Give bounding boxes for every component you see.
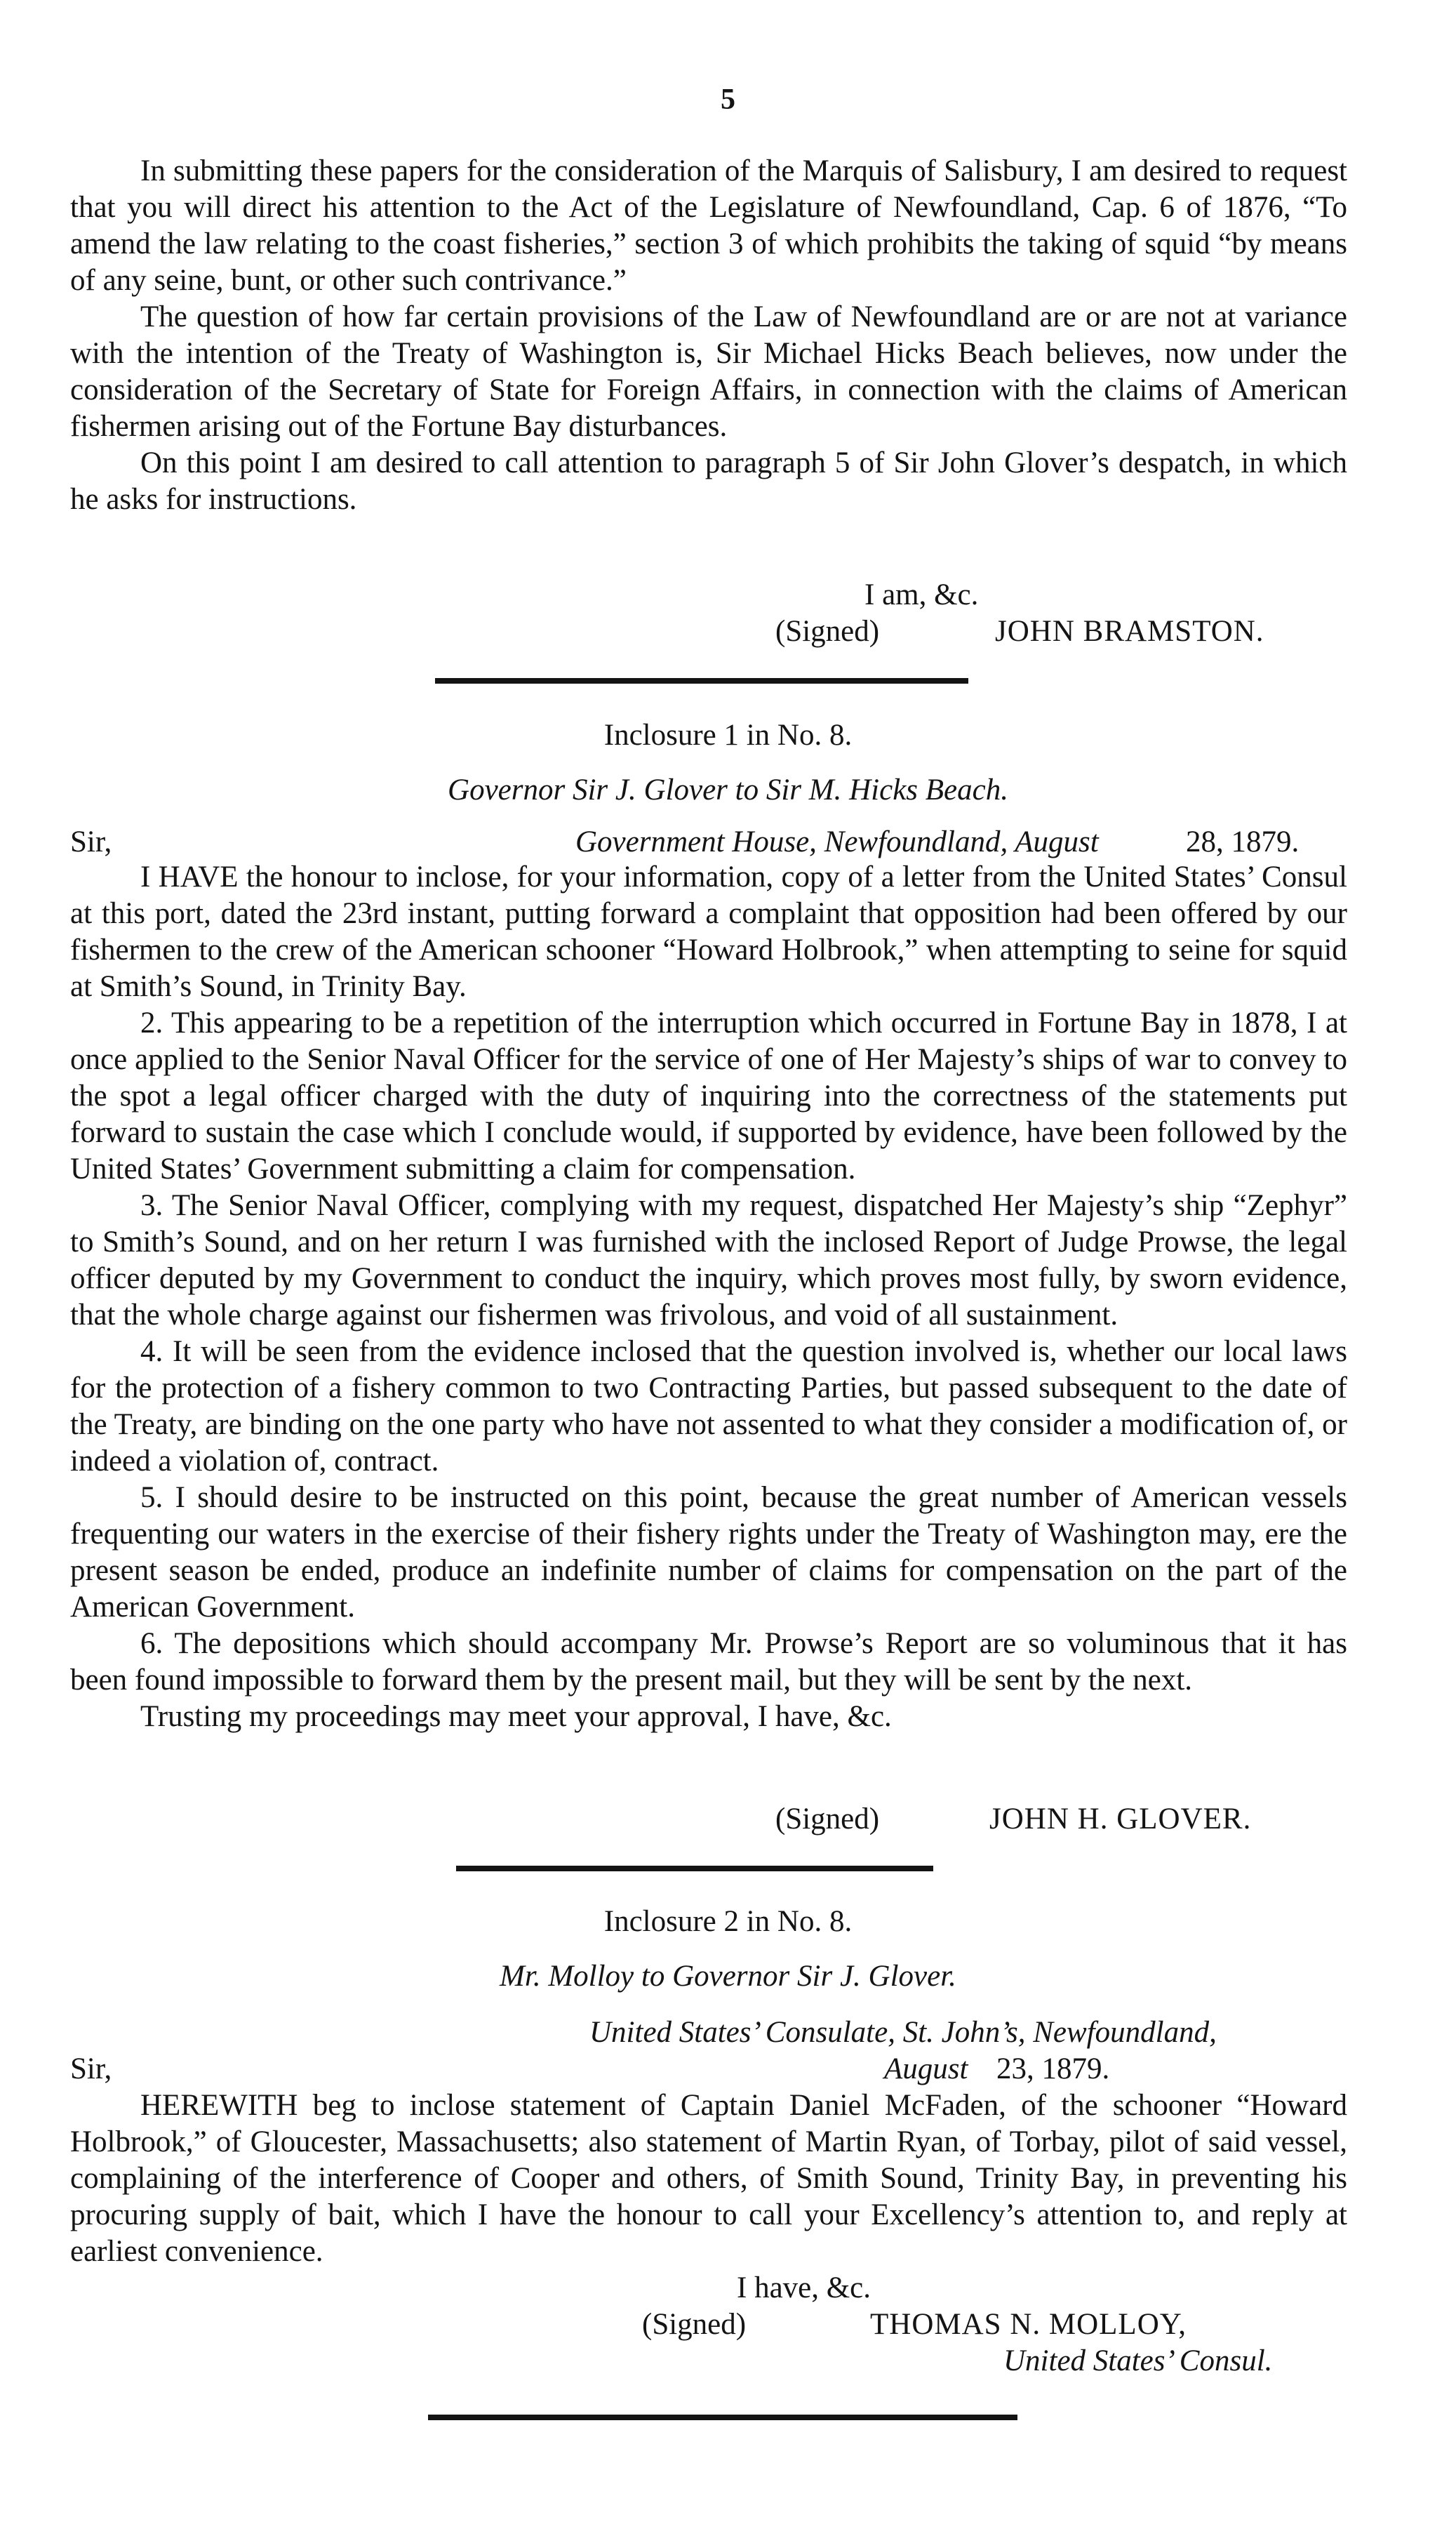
inclosure-title: Inclosure 1 in No. 8.	[603, 719, 853, 752]
paragraph: HEREWITH beg to inclose statement of Captain Daniel McFaden, of the schooner “Howard Holbrook,” of Gloucester, Massachusetts; also statement of Martin Ryan, of Torbay, pilot of said vessel, complaining of the interference of Cooper and others, of Smith Sound, Trinity Bay, in preventing his procuring supply of bait, which I have the honour to call your Excellency’s attention to, and reply at earliest convenience.	[70, 2089, 1347, 2268]
section-1-body	[70, 153, 1347, 518]
signatory: THOMAS N. MOLLOY,	[870, 2308, 1187, 2341]
closing: I am, &c.	[864, 578, 979, 611]
section-divider	[456, 1866, 933, 1871]
signatory: JOHN BRAMSTON.	[995, 615, 1264, 648]
section-divider	[435, 678, 968, 684]
paragraph: 4. It will be seen from the evidence inclosed that the question involved is, whether our local laws for the protection of a fishery common to two Contracting Parties, but passed subsequent to the date of the Treaty, are binding on the one party who have not assented to what they consider a modification of, or indeed a violation of, contract.	[70, 1335, 1347, 1478]
paragraph: 2. This appearing to be a repetition of the interruption which occurred in Fortune Bay in 1878, I at once applied to the Senior Naval Officer for the service of one of Her Majesty’s ships of war to convey to the spot a legal officer charged with the duty of inquiring into the correctness of the statements put forward to sustain the case which I conclude would, if supported by evidence, have been followed by the United States’ Government submitting a claim for compensation.	[70, 1007, 1347, 1186]
dateline-date: 23, 1879.	[996, 2052, 1110, 2085]
paragraph: On this point I am desired to call attention to paragraph 5 of Sir John Glover’s despatch, in which he asks for instructions.	[70, 446, 1347, 516]
page-number: 5	[721, 84, 735, 116]
paragraph: In submitting these papers for the consideration of the Marquis of Salisbury, I am desired to request that you will direct his attention to the Act of the Legislature of Newfoundland, Cap. 6 of 1876, “To amend the law relating to the coast fisheries,” section 3 of which prohibits the taking of squid “by means of any seine, bunt, or other such contrivance.”	[70, 154, 1347, 297]
dateline-month: August	[884, 2052, 968, 2085]
signatory-title: United States’ Consul.	[1003, 2344, 1273, 2377]
salutation: Sir,	[70, 825, 112, 858]
letter-subtitle: Governor Sir J. Glover to Sir M. Hicks Beach.	[448, 774, 1008, 807]
closing: I have, &c.	[737, 2271, 871, 2304]
dateline-place: United States’ Consulate, St. John’s, Newfoundland,	[589, 2016, 1217, 2049]
paragraph: 3. The Senior Naval Officer, complying with my request, dispatched Her Majesty’s ship “Zephyr” to Smith’s Sound, and on her return I was furnished with the inclosed Report of Judge Prowse, the legal officer deputed by my Government to conduct the inquiry, which proves most fully, by sworn evidence, that the whole charge against our fishermen was frivolous, and void of all sustainment.	[70, 1189, 1347, 1332]
paragraph: Trusting my proceedings may meet your approval, I have, &c.	[140, 1700, 892, 1733]
dateline-date: 28, 1879.	[1186, 825, 1300, 858]
signatory: JOHN H. GLOVER.	[989, 1803, 1252, 1836]
end-rule	[428, 2415, 1017, 2420]
letter-subtitle: Mr. Molloy to Governor Sir J. Glover.	[500, 1960, 956, 1993]
paragraph: 6. The depositions which should accompany Mr. Prowse’s Report are so voluminous that it has been found impossible to forward them by the present mail, but they will be sent by the next.	[70, 1627, 1347, 1697]
signed-label: (Signed)	[642, 2308, 747, 2341]
paragraph: I HAVE the honour to inclose, for your information, copy of a letter from the United States’ Consul at this port, dated the 23rd instant, putting forward a complaint that opposition had been offered by our fishermen to the crew of the American schooner “Howard Holbrook,” when attempting to seine for squid at Smith’s Sound, in Trinity Bay.	[70, 861, 1347, 1003]
section-2-body	[70, 859, 1347, 1735]
section-3-body	[70, 2087, 1347, 2270]
paragraph: The question of how far certain provisions of the Law of Newfoundland are or are not at variance with the intention of the Treaty of Washington is, Sir Michael Hicks Beach believes, now under the consideration of the Secretary of State for Foreign Affairs, in connection with the claims of American fishermen arising out of the Fortune Bay disturbances.	[70, 300, 1347, 443]
inclosure-title: Inclosure 2 in No. 8.	[603, 1905, 853, 1938]
salutation: Sir,	[70, 2052, 112, 2085]
dateline-place: Government House, Newfoundland, August	[575, 825, 1099, 858]
paragraph: 5. I should desire to be instructed on this point, because the great number of American vessels frequenting our waters in the exercise of their fishery rights under the Treaty of Washington may, ere the present season be ended, produce an indefinite number of claims for compensation on the part of the American Government.	[70, 1481, 1347, 1624]
signed-label: (Signed)	[775, 1803, 880, 1836]
signed-label: (Signed)	[775, 615, 880, 648]
